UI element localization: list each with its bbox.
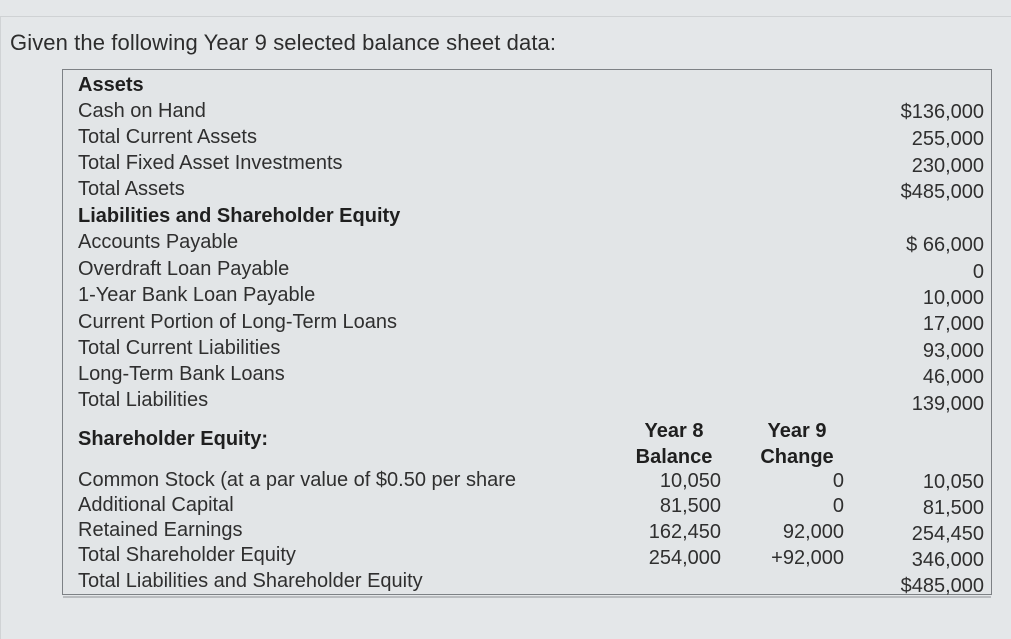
liabilities-row-label: Overdraft Loan Payable xyxy=(78,258,290,280)
liabilities-heading: Liabilities and Shareholder Equity xyxy=(78,205,401,227)
equity-row-value: 346,000 xyxy=(911,549,984,571)
liabilities-row-value: $ 66,000 xyxy=(906,234,984,256)
liabilities-row-label: Current Portion of Long-Term Loans xyxy=(78,311,398,333)
liabilities-row-label: Long-Term Bank Loans xyxy=(78,363,285,385)
equity-row-value: 254,450 xyxy=(911,523,984,545)
liabilities-row-label: Total Current Liabilities xyxy=(78,337,281,359)
liabilities-row-label: Total Liabilities xyxy=(78,389,209,411)
assets-row-value: 230,000 xyxy=(911,155,984,177)
liabilities-row-value: 93,000 xyxy=(922,340,984,362)
equity-row-label: Additional Capital xyxy=(78,494,234,516)
assets-heading: Assets xyxy=(78,74,144,96)
year8-header-line1: Year 8 xyxy=(644,420,704,442)
question-prompt: Given the following Year 9 selected balance sheet data: xyxy=(10,30,557,55)
equity-row-year9: 0 xyxy=(832,470,844,492)
equity-row-value: 81,500 xyxy=(922,497,984,519)
equity-row-year8: 162,450 xyxy=(648,521,721,543)
assets-row-label: Total Current Assets xyxy=(78,126,257,148)
equity-row-year9: 92,000 xyxy=(782,521,844,543)
year8-header-line2: Balance xyxy=(635,446,713,468)
equity-row-label: Total Shareholder Equity xyxy=(78,544,296,566)
equity-row-value: 10,050 xyxy=(922,471,984,493)
liabilities-row-value: 10,000 xyxy=(922,287,984,309)
equity-row-year9: +92,000 xyxy=(771,547,844,569)
assets-row-value: $485,000 xyxy=(900,181,984,203)
equity-row-label: Total Liabilities and Shareholder Equity xyxy=(78,570,423,592)
year9-header xyxy=(749,418,845,470)
equity-row-year8: 10,050 xyxy=(659,470,721,492)
assets-row-value: $136,000 xyxy=(900,101,984,123)
assets-row-label: Total Assets xyxy=(78,178,185,200)
liabilities-row-label: Accounts Payable xyxy=(78,231,239,253)
equity-row-year8: 81,500 xyxy=(659,495,721,517)
assets-row-value: 255,000 xyxy=(911,128,984,150)
year9-header-line2: Change xyxy=(760,446,834,468)
equity-row-label: Retained Earnings xyxy=(78,519,243,541)
equity-heading: Shareholder Equity: xyxy=(78,428,269,450)
equity-row-year8: 254,000 xyxy=(648,547,721,569)
liabilities-row-label: 1-Year Bank Loan Payable xyxy=(78,284,316,306)
year9-header-line1: Year 9 xyxy=(767,420,827,442)
equity-row-value: $485,000 xyxy=(900,575,984,597)
assets-row-label: Total Fixed Asset Investments xyxy=(78,152,343,174)
liabilities-row-value: 0 xyxy=(972,261,984,283)
year8-header xyxy=(626,418,722,470)
liabilities-row-value: 139,000 xyxy=(911,393,984,415)
assets-row-label: Cash on Hand xyxy=(78,100,206,122)
equity-row-label: Common Stock (at a par value of $0.50 per share xyxy=(78,469,517,491)
liabilities-row-value: 17,000 xyxy=(922,313,984,335)
equity-row-year9: 0 xyxy=(832,495,844,517)
liabilities-row-value: 46,000 xyxy=(922,366,984,388)
